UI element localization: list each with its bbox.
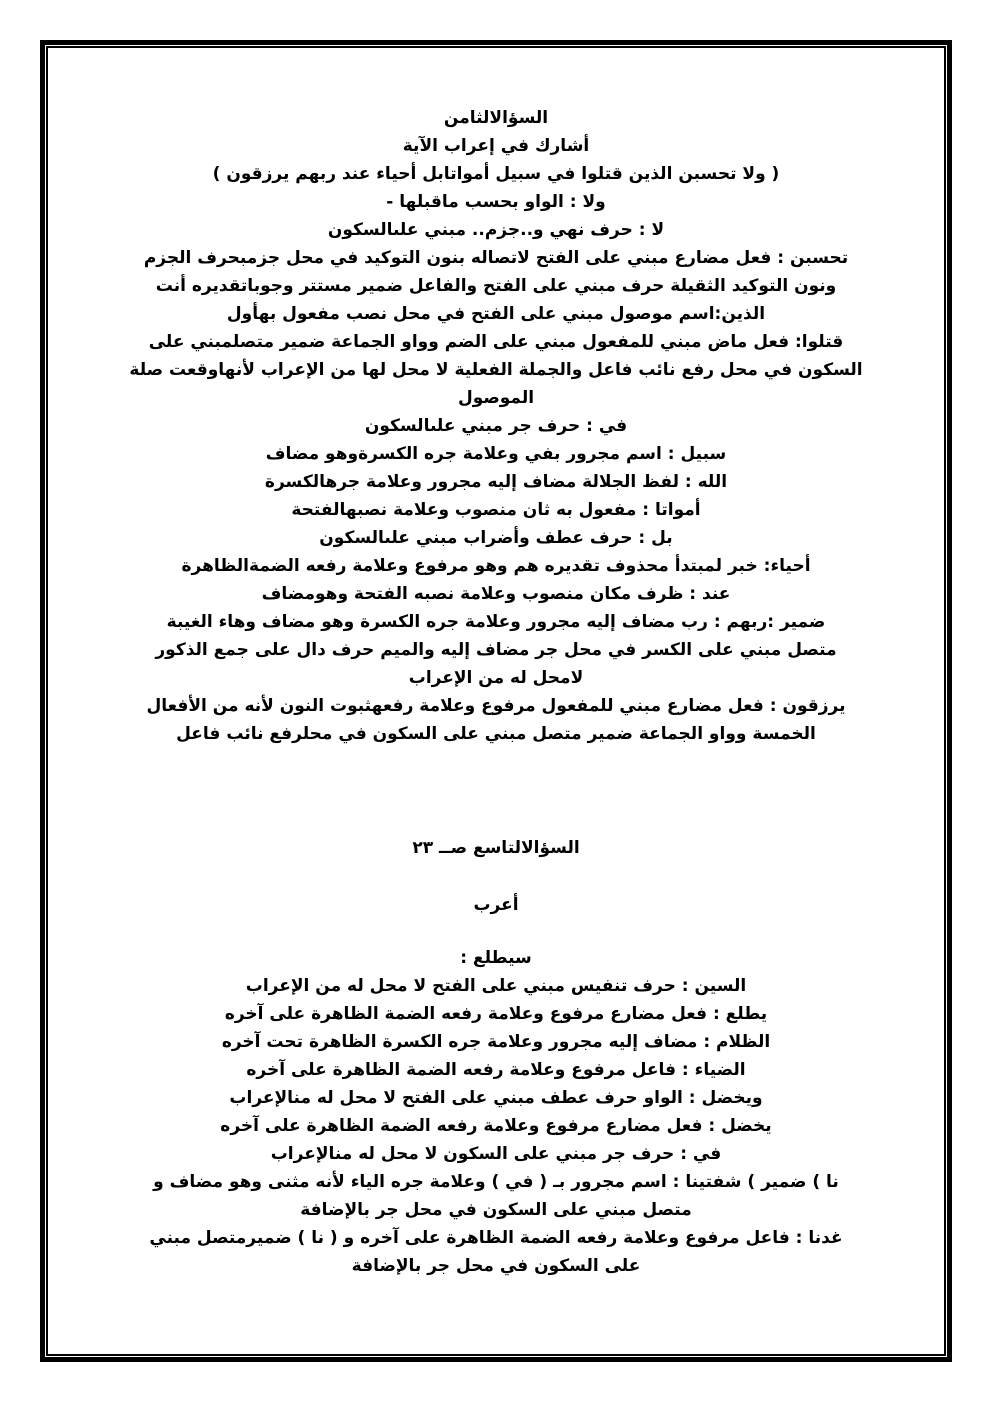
text-line: ونون التوكيد الثقيلة حرف مبني على الفتح والفاعل ضمير مستتر وجوباتقديره أنت — [155, 276, 837, 296]
document-content — [48, 48, 944, 1354]
question9-word-heading: سيطلع : — [460, 948, 532, 968]
question8-body — [92, 132, 900, 748]
text-line: ( ولا تحسبن الذين قتلوا في سبيل أمواتابل أحياء عند ربهم يرزقون ) — [212, 164, 780, 184]
text-line: أشارك في إعراب الآية — [402, 136, 590, 156]
text-line: في : حرف جر مبني على السكون لا محل له منالإعراب — [270, 1144, 722, 1164]
text-line: الذين:اسم موصول مبني على الفتح في محل نصب مفعول بهأول — [226, 304, 766, 324]
question8-title: السؤالالثامن — [443, 108, 549, 128]
text-line: الخمسة وواو الجماعة ضمير متصل مبني على السكون في محلرفع نائب فاعل — [176, 724, 816, 744]
text-line: السين : حرف تنفيس مبني على الفتح لا محل له من الإعراب — [245, 976, 747, 996]
text-line: الظلام : مضاف إليه مجرور وعلامة جره الكسرة الظاهرة تحت آخره — [221, 1032, 771, 1052]
text-line: السكون في محل رفع نائب فاعل والجملة الفعلية لا محل لها من الإعراب لأنهاوقعت صلة — [129, 360, 863, 380]
question9-body — [92, 972, 900, 1280]
text-line: متصل مبني على السكون في محل جر بالإضافة — [300, 1200, 692, 1220]
text-line: الله : لفظ الجلالة مضاف إليه مجرور وعلامة جرهالكسرة — [264, 472, 728, 492]
text-line: يطلع : فعل مضارع مرفوع وعلامة رفعه الضمة الظاهرة على آخره — [224, 1004, 768, 1024]
text-line: نا ) ضمير ) شفتينا : اسم مجرور بـ ( في ) وعلامة جره الياء لأنه مثنى وهو مضاف و — [153, 1172, 839, 1192]
text-line: يخضل : فعل مضارع مرفوع وعلامة رفعه الضمة الظاهرة على آخره — [220, 1116, 772, 1136]
text-line: ضمير :ربهم : رب مضاف إليه مجرور وعلامة جره الكسرة وهو مضاف وهاء الغيبة — [166, 612, 826, 632]
page-border-inner-line — [46, 46, 946, 1356]
text-line: عند : ظرف مكان منصوب وعلامة نصبه الفتحة وهومضاف — [261, 584, 731, 604]
text-line: تحسبن : فعل مضارع مبني على الفتح لاتصاله بنون التوكيد في محل جزمبحرف الجزم — [143, 248, 849, 268]
question9-title: السؤالالتاسع صــ ٢٣ — [412, 838, 580, 858]
text-line: يرزقون : فعل مضارع مبني للمفعول مرفوع وعلامة رفعهثبوت النون لأنه من الأفعال — [146, 696, 846, 716]
page-border-frame — [40, 40, 952, 1362]
text-line: ويخضل : الواو حرف عطف مبني على الفتح لا محل له منالإعراب — [229, 1088, 763, 1108]
text-line: في : حرف جر مبني علىالسكون — [364, 416, 628, 436]
text-line: على السكون في محل جر بالإضافة — [351, 1256, 641, 1276]
text-line: بل : حرف عطف وأضراب مبني علىالسكون — [319, 528, 673, 548]
text-line: الموصول — [457, 388, 535, 408]
text-line: أمواتا : مفعول به ثان منصوب وعلامة نصبهالفتحة — [291, 500, 701, 520]
text-line: لامحل له من الإعراب — [408, 668, 584, 688]
text-line: قتلوا: فعل ماض مبني للمفعول مبني على الضم وواو الجماعة ضمير متصلمبني على — [148, 332, 844, 352]
text-line: لا : حرف نهي و..جزم.. مبني علىالسكون — [327, 220, 665, 240]
text-line: أحياء: خبر لمبتدأ محذوف تقديره هم وهو مرفوع وعلامة رفعه الضمةالظاهرة — [181, 556, 811, 576]
text-line: ولا : الواو بحسب ماقبلها - — [386, 192, 606, 212]
text-line: متصل مبني على الكسر في محل جر مضاف إليه والميم حرف دال على جمع الذكور — [155, 640, 837, 660]
text-line: سبيل : اسم مجرور بفي وعلامة جره الكسرةوهو مضاف — [265, 444, 727, 464]
text-line: الضياء : فاعل مرفوع وعلامة رفعه الضمة الظاهرة على آخره — [246, 1060, 746, 1080]
text-line: غدنا : فاعل مرفوع وعلامة رفعه الضمة الظاهرة على آخره و ( نا ) ضميرمتصل مبني — [149, 1228, 843, 1248]
question9-subtitle: أعرب — [473, 895, 519, 915]
